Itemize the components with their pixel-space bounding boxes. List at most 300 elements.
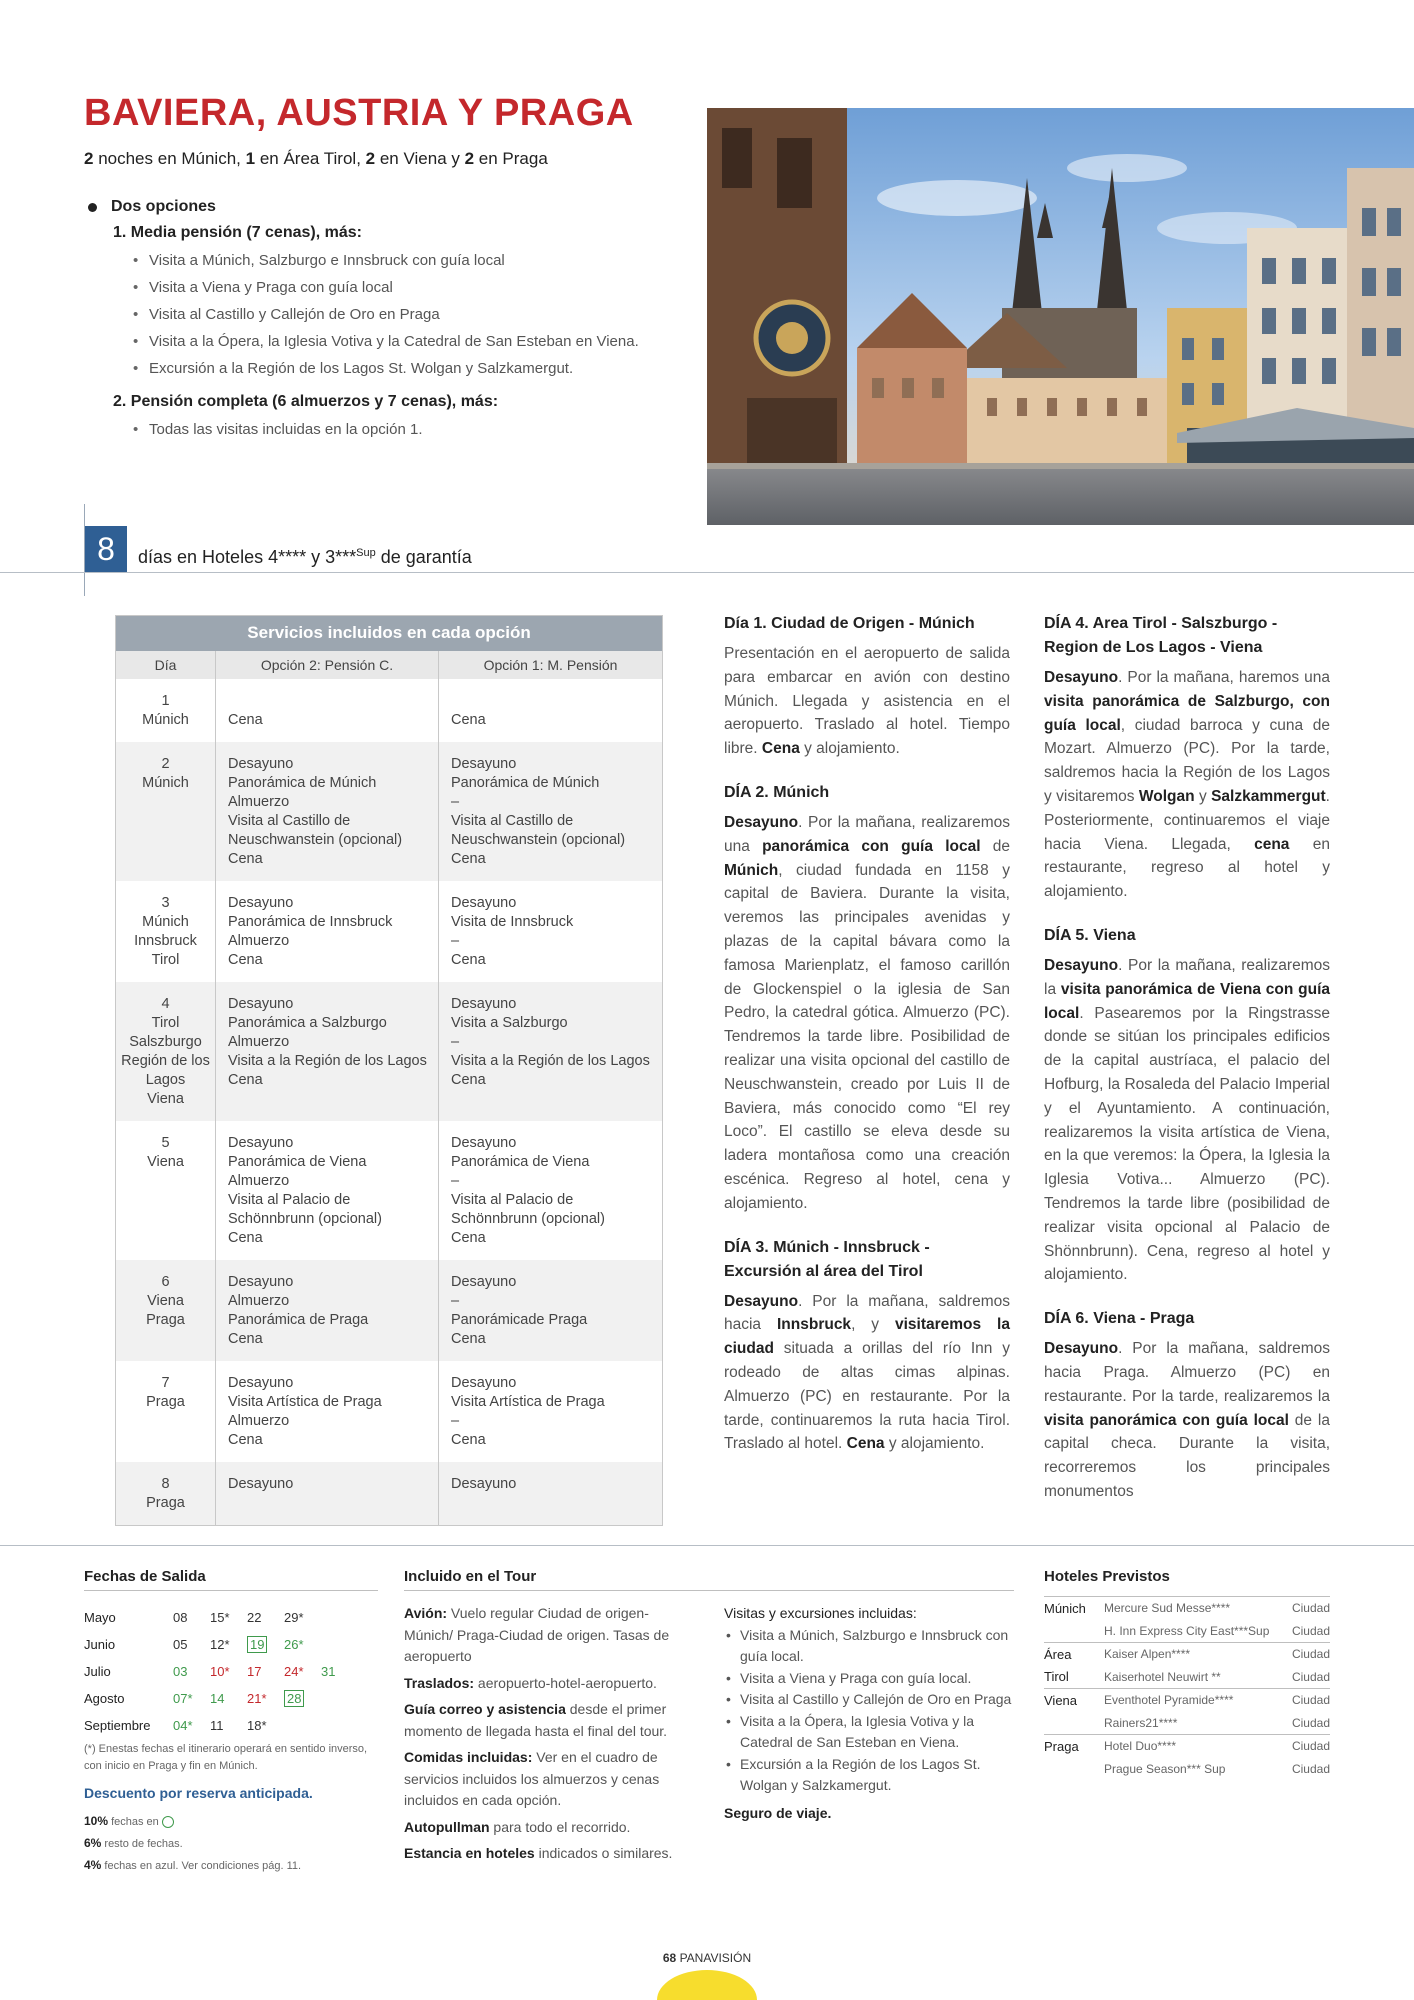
hotel-row [1044,1597,1330,1620]
nights-count: 1 [245,149,256,168]
date-value: 12* [210,1637,230,1652]
visits-items [724,1625,1014,1797]
hotel-name: Eventhotel Pyramide**** [1104,1689,1282,1712]
discount-lines [84,1811,301,1877]
table-row [116,982,663,1121]
service-line: Desayuno [451,1134,517,1151]
included-label: Estancia en hoteles [404,1845,535,1861]
service-line: Desayuno [451,995,517,1012]
nights-location: noches en Múnich, [93,149,246,168]
table-row [116,679,663,742]
hotel-city: Área [1044,1643,1104,1666]
service-line: Cena [228,850,263,867]
departure-date [173,1712,210,1739]
day-line: Viena [147,1292,184,1309]
day-description: Desayuno. Por la mañana, haremos una visita panorámica de Salzburgo, con guía local, ciudad barroca y cuna de Mozart. Almuerzo (PC). Por la tarde, saldremos hacia la Región de los Lagos y visitaremos Wolgan y Salzkammergut. Posteriormente, continuaremos el viaje hacia Viena. Llegada, cena en restaurante, regreso al hotel y alojamiento. [1044,669,1330,901]
included-item [404,1843,694,1865]
service-line: Desayuno [451,755,517,772]
list-item: • Visita al Castillo y Callejón de Oro en Praga [133,301,704,328]
month-label: Agosto [84,1691,125,1706]
day-line: Múnich [142,711,189,728]
service-line: – [451,1172,460,1189]
included-text: Vuelo regular Ciudad de origen-Múnich/ Praga-Ciudad de origen. Tasas de aeropuerto [404,1605,670,1664]
departure-row [84,1712,358,1739]
service-line: Visita al Palacio de [228,1191,351,1208]
day-description: Desayuno. Por la mañana, saldremos hacia Innsbruck, y visitaremos la ciudad situada a orillas del río Inn y rodeado de altas cimas alpinas. Almuerzo (PC) en restaurante. Por la tarde, continuaremos la ruta hacia Tirol. Traslado al hotel. Cena y alojamiento. [724,1292,1010,1453]
day-description: Presentación en el aeropuerto de salida para embarcar en avión con destino Múnich. Llegada y asistencia en el aeropuerto. Traslado al hotel. Tiempo libre. Cena y alojamiento. [724,645,1010,758]
service-line: Schönnbrunn (opcional) [451,1210,605,1227]
day-heading: DÍA 5. Viena [1044,926,1136,944]
date-value: 28 [284,1690,304,1707]
service-line: Cena [451,1330,486,1347]
days-text-main: días en Hoteles 4**** y 3*** [138,547,357,567]
service-line: Cena [451,1071,486,1088]
departure-date [247,1712,284,1739]
visits-list [724,1603,1014,1824]
day-heading: Día 1. Ciudad de Origen - Múnich [724,615,975,632]
brand-name: PANAVISIÓN [679,1951,752,1965]
service-line: Cena [228,1229,263,1246]
day-heading: DÍA 3. Múnich - Innsbruck - Excursión al área del Tirol [724,1238,930,1280]
service-line: Desayuno [451,1374,517,1391]
service-line: Panorámica de Viena [451,1153,590,1170]
options-block [84,198,704,454]
service-line: Panorámica de Múnich [451,774,600,791]
itinerary-column-1 [724,612,1010,1476]
service-line: Cena [451,850,486,867]
hotel-row [1044,1666,1330,1689]
hotels-table [1044,1596,1330,1781]
day-line: Tirol [151,951,180,968]
departure-row [84,1685,358,1712]
option-1-cell [439,982,663,1121]
date-value: 31 [321,1664,336,1679]
service-line: Panorámica de Viena [228,1153,367,1170]
departure-date [321,1604,358,1631]
service-line [228,692,438,711]
departure-date [210,1712,247,1739]
service-line: Visita a la Región de los Lagos [451,1052,650,1069]
service-line: Cena [228,951,263,968]
day-description: Desayuno. Por la mañana, saldremos hacia Praga. Almuerzo (PC) en restaurante. Por la tarde, realizaremos la visita panorámica con guía local de la capital checa. Durante la visita, recorreremos los principales monumentos [1044,1340,1330,1500]
option-2-cell [216,679,439,742]
departure-date [173,1658,210,1685]
day-cell [116,881,216,982]
departure-date [173,1604,210,1631]
day-line: Región de los [121,1052,210,1069]
table-row [116,742,663,881]
service-line [451,692,662,711]
date-value: 07* [173,1691,193,1706]
visit-item: • Visita a Viena y Praga con guía local. [724,1668,1014,1690]
option-2-cell [216,742,439,881]
service-line: Cena [228,711,263,728]
day-description: Desayuno. Por la mañana, realizaremos la visita panorámica de Viena con guía local. Pasearemos por la Ringstrasse donde se sitúan los principales edificios de la capital austríaca, el palacio del Hofburg, la Rosaleda del Palacio Imperial y el Ayuntamiento. A continuación, realizaremos la visita artística de Viena, en la que veremos: la Ópera, la Iglesia la Iglesia Votiva... Almuerzo (PC). Tendremos la tarde libre (posibilidad de realizar visita opcional al Palacio de Shönnbrunn). Cena, regreso al hotel y alojamiento. [1044,956,1330,1284]
included-text: Ver en el cuadro de servicios incluidos los almuerzos y cenas incluidos en cada opción. [404,1749,660,1808]
band-horizontal-rule [0,572,1414,573]
discount-text: resto de fechas. [101,1838,183,1850]
option-1-cell [439,1462,663,1526]
option-2-cell [216,1462,439,1526]
hotel-row [1044,1643,1330,1666]
service-line: – [451,793,460,810]
included-title: Incluido en el Tour [404,1568,537,1585]
day-line: 2 [161,755,170,772]
hotel-city [1044,1758,1104,1781]
date-value: 22 [247,1610,262,1625]
service-line: Almuerzo [228,793,290,810]
nights-count: 2 [84,149,94,168]
day-heading: DÍA 2. Múnich [724,783,830,801]
service-line: Cena [228,1071,263,1088]
day-line: Tirol [151,1014,180,1031]
service-line: Almuerzo [228,1292,290,1309]
discount-line [84,1811,301,1833]
nights-count: 2 [464,149,475,168]
option-2-cell [216,1361,439,1462]
itinerary-column-2 [1044,612,1330,1524]
included-text: indicados o similares. [534,1845,673,1861]
table-row [116,1260,663,1361]
hotel-name: Mercure Sud Messe**** [1104,1597,1282,1620]
departure-date [284,1631,321,1658]
nights-location: en Praga [474,149,548,168]
date-value: 29* [284,1610,304,1625]
service-line: Almuerzo [228,1033,290,1050]
day-line: Múnich [142,913,189,930]
service-line: Desayuno [228,894,294,911]
service-line: Visita Artística de Praga [451,1393,605,1410]
service-line: Visita Artística de Praga [228,1393,382,1410]
option-1-list [84,247,704,382]
included-text: desde el primer momento de llegada hasta el final del tour. [404,1701,668,1739]
day-line: 5 [161,1134,170,1151]
days-count-badge: 8 [85,526,127,572]
hotel-location: Ciudad [1291,1623,1330,1638]
departure-date [321,1658,358,1685]
option-2-cell [216,1121,439,1260]
options-heading: Dos opciones [84,198,704,216]
page-title: BAVIERA, AUSTRIA Y PRAGA [84,92,634,134]
option-2-title: 2. Pensión completa (6 almuerzos y 7 cenas), más: [113,393,499,410]
discount-title: Descuento por reserva anticipada. [84,1785,313,1801]
option-2-cell [216,982,439,1121]
visit-item: • Visita al Castillo y Callejón de Oro en Praga [724,1689,1014,1711]
discount-percent: 4% [84,1858,102,1872]
prague-old-town-photo [707,108,1414,525]
service-line: Schönnbrunn (opcional) [228,1210,382,1227]
table-row [116,881,663,982]
service-line: Visita al Castillo de [228,812,351,829]
day-heading: DÍA 6. Viena - Praga [1044,1310,1195,1328]
table-row [116,1361,663,1462]
departure-dates-table [84,1604,358,1739]
service-line: Neuschwanstein (opcional) [228,831,403,848]
service-line: Desayuno [228,1134,294,1151]
service-line: Almuerzo [228,1172,290,1189]
date-value: 18* [247,1718,267,1733]
visits-title: Visitas y excursiones incluidas: [724,1605,917,1621]
service-line: Cena [451,1229,486,1246]
page-number: 68 [662,1951,677,1965]
service-line: – [451,932,460,949]
included-rule [404,1590,1014,1591]
day-line: 6 [161,1273,170,1290]
discount-percent: 6% [84,1836,102,1850]
list-item: • Visita a Viena y Praga con guía local [133,274,704,301]
included-text: para todo el recorrido. [489,1818,631,1835]
included-item [404,1747,694,1812]
hotel-city: Viena [1044,1689,1104,1712]
day-line: Lagos [145,1071,186,1088]
day-line: Praga [146,1311,185,1328]
day-line: Salszburgo [129,1033,202,1050]
days-description [138,547,472,568]
days-text-end: de garantía [375,547,472,567]
included-item [404,1673,694,1695]
date-value: 05 [173,1637,188,1652]
day-line: Múnich [142,774,189,791]
service-line: – [451,1412,460,1429]
option-1-cell [439,742,663,881]
service-line: Cena [451,1431,486,1448]
service-line: Visita de Innsbruck [451,913,574,930]
service-line: Panorámica de Praga [228,1311,369,1328]
hotel-city [1044,1712,1104,1735]
included-label: Guía correo y asistencia [404,1701,566,1717]
visit-item: • Visita a Múnich, Salzburgo e Innsbruck con guía local. [724,1625,1014,1668]
services-table-title: Servicios incluidos en cada opción [116,616,663,651]
day-cell [116,1462,216,1526]
departure-date [321,1712,358,1739]
departures-note: (*) Enestas fechas el itinerario operará en sentido inverso, con inicio en Praga y fin en Múnich. [84,1743,368,1772]
list-item: • Visita a Múnich, Salzburgo e Innsbruck con guía local [133,247,704,274]
day-cell [116,1121,216,1260]
hotel-city: Tirol [1044,1669,1069,1685]
hotel-row [1044,1689,1330,1712]
date-value: 15* [210,1610,230,1625]
service-line: Desayuno [228,1273,294,1290]
date-value: 14 [210,1691,225,1706]
day-heading: DÍA 4. Area Tirol - Salszburgo - Region de Los Lagos - Viena [1044,615,1278,656]
departure-date [284,1658,321,1685]
circle-marker-icon [162,1816,174,1828]
hotel-name: Kaiser Alpen**** [1104,1643,1282,1666]
discount-text: fechas en azul. Ver condiciones pág. 11. [101,1860,302,1872]
list-item: • Visita a la Ópera, la Iglesia Votiva y la Catedral de San Esteban en Viena. [133,328,704,355]
departure-date [284,1712,321,1739]
bottom-section-rule [0,1545,1414,1546]
hotel-city: Praga [1044,1735,1104,1758]
discount-text: fechas en [108,1816,159,1828]
service-line: Neuschwanstein (opcional) [451,831,626,848]
departure-row [84,1631,358,1658]
option-1-title: 1. Media pensión (7 cenas), más: [113,224,362,241]
hotels-title: Hoteles Previstos [1044,1568,1170,1585]
date-value: 10* [210,1664,230,1679]
discount-percent: 10% [84,1814,109,1828]
departure-date [210,1685,247,1712]
service-line: Panorámica de Múnich [228,774,377,791]
trip-nights-summary [84,149,548,169]
departure-date [247,1631,284,1658]
included-label: Autopullman [404,1818,490,1835]
hotel-name: H. Inn Express City East***Sup [1104,1623,1270,1638]
departure-date [284,1685,321,1712]
departures-rule [84,1590,378,1591]
service-line: Desayuno [451,1273,517,1290]
day-line: 8 [161,1475,170,1492]
hotel-location: Ciudad [1282,1735,1330,1758]
day-line: Viena [147,1090,184,1107]
day-cell [116,742,216,881]
hotel-row [1044,1712,1330,1735]
date-value: 19 [247,1636,267,1653]
service-line: Almuerzo [228,1412,290,1429]
hotel-location: Ciudad [1282,1643,1330,1666]
services-table [115,615,663,1526]
service-line: Visita al Castillo de [451,812,574,829]
list-item: • Excursión a la Región de los Lagos St. Wolgan y Salzkamergut. [133,355,704,382]
date-value: 03 [173,1664,188,1679]
day-line: 1 [161,692,170,709]
discount-line [84,1855,301,1877]
date-value: 04* [173,1718,193,1733]
option-2-list [84,416,704,443]
service-line: Desayuno [451,894,517,911]
day-cell [116,679,216,742]
month-label: Junio [84,1637,116,1652]
service-line: Visita a Salzburgo [451,1014,568,1031]
included-item [404,1817,694,1839]
hotel-location: Ciudad [1282,1597,1330,1620]
option-1-cell [439,881,663,982]
hotel-name: Rainers21**** [1104,1715,1178,1730]
nights-location: en Viena y [375,149,465,168]
column-header-day: Día [116,651,216,679]
insurance-line: Seguro de viaje. [724,1804,832,1821]
departure-date [210,1631,247,1658]
date-value: 11 [210,1718,224,1733]
departures-title: Fechas de Salida [84,1568,206,1585]
day-cell [116,1361,216,1462]
service-line: Desayuno [228,1475,294,1492]
day-line: Viena [147,1153,184,1170]
departure-date [284,1604,321,1631]
nights-location: en Área Tirol, [255,149,366,168]
departure-date [210,1604,247,1631]
option-1-cell [439,1121,663,1260]
departure-date [321,1631,358,1658]
departure-date [173,1631,210,1658]
services-table-body [116,679,663,1526]
hotel-location: Ciudad [1282,1689,1330,1712]
service-line: Almuerzo [228,932,290,949]
service-line: Cena [228,1431,263,1448]
hotel-city: Múnich [1044,1597,1104,1620]
service-line: Cena [451,711,486,728]
included-item [404,1603,694,1668]
day-line: Praga [146,1393,185,1410]
departure-row [84,1604,358,1631]
visit-item: • Visita a la Ópera, la Iglesia Votiva y la Catedral de San Esteban en Viena. [724,1711,1014,1754]
service-line: – [451,1292,460,1309]
footer-sun-decoration [657,1970,757,2000]
days-text-sup: Sup [356,547,376,559]
included-label: Comidas incluidas: [404,1749,533,1765]
service-line: Visita al Palacio de [451,1191,574,1208]
service-line: Panorámicade Praga [451,1311,588,1328]
day-description: Desayuno. Por la mañana, realizaremos una panorámica con guía local de Múnich, ciudad fundada en 1158 y capital de Baviera. Durante la visita, veremos las principales avenidas y plazas de la capital bávara como la famosa Marienplatz, el famoso carillón de Glockenspiel o la iglesia de San Pedro, la catedral gótica. Almuerzo (PC). Tendremos la tarde libre. Posibilidad de realizar una visita opcional del castillo de Neuschwanstein, creado por Luis II de Baviera, más conocido como “El rey Loco”. El castillo se eleva desde su ladera montañosa como una creación escénica. Regreso al hotel, cena y alojamiento. [724,813,1010,1212]
hotel-row [1044,1735,1330,1758]
column-header-option-1: Opción 1: M. Pensión [439,651,663,679]
service-line: Desayuno [228,1374,294,1391]
service-line: Desayuno [451,1475,517,1492]
departure-date [247,1604,284,1631]
service-line: Cena [451,951,486,968]
day-cell [116,982,216,1121]
hotel-name: Hotel Duo**** [1104,1735,1282,1758]
included-label: Avión: [404,1605,448,1621]
hotel-location: Ciudad [1291,1762,1330,1776]
departure-date [247,1685,284,1712]
day-line: 7 [161,1374,170,1391]
date-value: 21* [247,1691,267,1706]
departure-date [321,1685,358,1712]
month-label: Julio [84,1664,111,1679]
nights-count: 2 [365,149,376,168]
column-header-option-2: Opción 2: Pensión C. [216,651,439,679]
departure-date [210,1658,247,1685]
date-value: 08 [173,1610,188,1625]
hotel-name: Prague Season*** Sup [1104,1762,1226,1776]
visit-item: • Excursión a la Región de los Lagos St. Wolgan y Salzkamergut. [724,1754,1014,1797]
service-line: Cena [228,1330,263,1347]
hotel-location: Ciudad [1291,1715,1330,1730]
departure-row [84,1658,358,1685]
day-line: Innsbruck [134,932,197,949]
included-text: aeropuerto-hotel-aeropuerto. [474,1674,657,1691]
option-2-cell [216,881,439,982]
date-value: 26* [284,1637,304,1652]
service-line: Panorámica de Innsbruck [228,913,393,930]
table-row [116,1121,663,1260]
day-line: 4 [161,995,170,1012]
page-footer [0,1951,1414,1965]
month-label: Septiembre [84,1718,151,1733]
date-value: 17 [247,1664,262,1679]
list-item: • Todas las visitas incluidas en la opción 1. [133,416,704,443]
day-cell [116,1260,216,1361]
table-row [116,1462,663,1526]
date-value: 24* [284,1664,304,1679]
option-1-cell [439,1361,663,1462]
day-line: Praga [146,1494,185,1511]
service-line: Panorámica a Salzburgo [228,1014,387,1031]
hotel-row [1044,1758,1330,1781]
included-label: Traslados: [404,1674,475,1691]
month-label: Mayo [84,1610,116,1625]
service-line: – [451,1033,460,1050]
hotel-name: Kaiserhotel Neuwirt ** [1104,1669,1221,1684]
service-line: Desayuno [228,995,294,1012]
option-2-cell [216,1260,439,1361]
option-1-cell [439,1260,663,1361]
service-line: Visita a la Región de los Lagos [228,1052,427,1069]
hotel-location: Ciudad [1291,1669,1330,1684]
day-line: 3 [161,894,170,911]
option-1-cell [439,679,663,742]
